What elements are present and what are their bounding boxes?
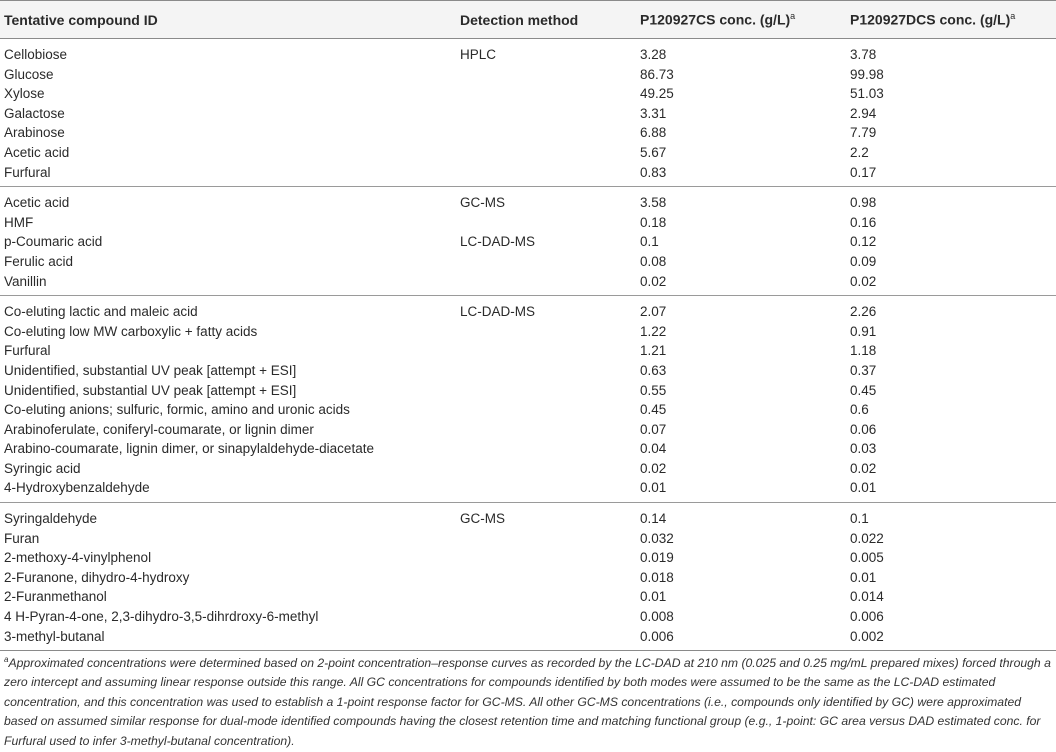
header-dcs-conc: P120927DCS conc. $(g/L)^a$ (846, 1, 1056, 39)
compound-name: Furfural (0, 163, 456, 187)
dcs-concentration: 0.17 (846, 163, 1056, 187)
table-row (0, 143, 1056, 163)
detection-method (456, 143, 636, 163)
detection-method (456, 478, 636, 502)
table-group (0, 187, 1056, 296)
header-compound-id: Tentative compound ID (0, 1, 456, 39)
footnote-marker: a (4, 655, 9, 664)
detection-method (456, 361, 636, 381)
compound-name: Vanillin (0, 272, 456, 296)
dcs-concentration: 3.78 (850, 47, 877, 62)
dcs-concentration: 0.06 (850, 421, 877, 437)
compound-name: Galactose (4, 105, 65, 121)
table-row (0, 503, 1056, 529)
compound-name: 3-methyl-butanal (0, 627, 456, 651)
detection-method (456, 272, 636, 296)
detection-method (456, 420, 636, 440)
detection-method (456, 252, 636, 272)
table-row (0, 400, 1056, 420)
compound-name: 2-methoxy-4-vinylphenol (4, 550, 152, 566)
detection-method (456, 163, 636, 187)
dcs-concentration: 0.1 (850, 511, 869, 527)
compound-name: 2-Furanone, dihydro-4-hydroxy (4, 569, 190, 585)
dcs-concentration: 0.98 (850, 195, 877, 211)
table-row (0, 296, 1056, 322)
cs-concentration: 6.88 (640, 125, 667, 141)
dcs-concentration: 0.01 (846, 478, 1056, 502)
compound-name: Co-eluting low MW carboxylic + fatty acids (4, 323, 258, 339)
detection-method (456, 381, 636, 401)
compound-name: Furfural (4, 343, 51, 359)
cs-concentration: 0.008 (640, 609, 674, 625)
compound-name: Acetic acid (4, 144, 70, 160)
cs-concentration: 3.58 (640, 195, 667, 211)
compound-name: Acetic acid (4, 195, 70, 211)
footnote-marker: a (790, 11, 796, 22)
detection-method (456, 65, 636, 85)
cs-concentration: 0.04 (640, 441, 667, 457)
detection-method: LC-DAD-MS (460, 234, 536, 250)
table-group (0, 296, 1056, 503)
cs-concentration: 0.01 (640, 589, 667, 605)
compound-name: Syringaldehyde (4, 511, 98, 527)
cs-concentration: 0.63 (640, 362, 667, 378)
dcs-concentration: 0.022 (850, 530, 884, 546)
compound-name: Co-eluting lactic and maleic acid (4, 304, 198, 320)
cs-concentration: 0.83 (636, 163, 846, 187)
table-row (0, 252, 1056, 272)
compound-name: Syringic acid (4, 460, 81, 476)
table-row (0, 478, 1056, 502)
dcs-concentration: 2.94 (850, 105, 877, 121)
detection-method (456, 341, 636, 361)
cs-concentration: 0.032 (640, 530, 674, 546)
detection-method (456, 459, 636, 479)
detection-method: LC-DAD-MS (460, 304, 536, 320)
dcs-concentration: 0.02 (846, 272, 1056, 296)
cs-concentration: 0.02 (640, 460, 667, 476)
cs-concentration: 3.28 (640, 47, 667, 62)
table-row (0, 548, 1056, 568)
compound-name: Unidentified, substantial UV peak [attempt + ESI] (4, 362, 297, 378)
dcs-concentration: 2.2 (850, 144, 869, 160)
dcs-concentration: 0.45 (850, 382, 877, 398)
footnote-marker: a (1010, 11, 1016, 22)
detection-method (456, 322, 636, 342)
table-row (0, 39, 1056, 65)
detection-method (456, 213, 636, 233)
detection-method: HPLC (460, 47, 497, 62)
table-header (0, 1, 1056, 39)
table-row (0, 123, 1056, 143)
detection-method (456, 104, 636, 124)
table-row (0, 272, 1056, 296)
detection-method (456, 627, 636, 651)
compound-name: Xylose (4, 86, 45, 102)
cs-concentration: 0.14 (640, 511, 667, 527)
cs-concentration: 0.006 (636, 627, 846, 651)
cs-concentration: 5.67 (640, 144, 667, 160)
table-row (0, 163, 1056, 187)
cs-concentration: 0.01 (636, 478, 846, 502)
detection-method (456, 123, 636, 143)
cs-concentration: 3.31 (640, 105, 667, 121)
header-detection-method: Detection method (456, 1, 636, 39)
compound-name: Cellobiose (4, 47, 68, 62)
detection-method (456, 400, 636, 420)
cs-concentration: 0.18 (640, 214, 667, 230)
dcs-concentration: 0.12 (850, 234, 877, 250)
table-row (0, 361, 1056, 381)
cs-concentration: 86.73 (640, 66, 674, 82)
dcs-concentration: 0.006 (850, 609, 884, 625)
dcs-concentration: 0.03 (850, 441, 877, 457)
detection-method (456, 568, 636, 588)
dcs-concentration: 0.002 (846, 627, 1056, 651)
detection-method (456, 529, 636, 549)
table-row (0, 232, 1056, 252)
table-row (0, 341, 1056, 361)
dcs-concentration: 51.03 (850, 86, 884, 102)
compound-name: HMF (4, 214, 34, 230)
cs-concentration: 0.55 (640, 382, 667, 398)
detection-method: GC-MS (460, 511, 505, 527)
detection-method (456, 439, 636, 459)
dcs-concentration: 0.014 (850, 589, 884, 605)
table-footnote (4, 650, 1052, 751)
detection-method (456, 84, 636, 104)
table-row (0, 420, 1056, 440)
dcs-concentration: 0.91 (850, 323, 877, 339)
table-row (0, 568, 1056, 588)
header-cs-conc: P120927CS conc. $(g/L)^a$ (636, 1, 846, 39)
dcs-concentration: 0.37 (850, 362, 877, 378)
cs-concentration: 0.45 (640, 402, 667, 418)
dcs-concentration: 1.18 (850, 343, 877, 359)
compound-name: Co-eluting anions; sulfuric, formic, amino and uronic acids (4, 402, 350, 418)
detection-method (456, 548, 636, 568)
compound-name: Glucose (4, 66, 54, 82)
table-row (0, 529, 1056, 549)
dcs-concentration: 0.005 (850, 550, 884, 566)
table-row (0, 65, 1056, 85)
cs-concentration: 49.25 (640, 86, 674, 102)
cs-concentration: 1.21 (640, 343, 667, 359)
compound-name: Ferulic acid (4, 253, 74, 269)
dcs-concentration: 2.26 (850, 304, 877, 320)
table-row (0, 381, 1056, 401)
compound-name: 2-Furanmethanol (4, 589, 107, 605)
compound-name: Arabinoferulate, coniferyl-coumarate, or lignin dimer (4, 421, 314, 437)
compound-name: 4 H-Pyran-4-one, 2,3-dihydro-3,5-dihrdroxy-6-methyl (4, 609, 319, 625)
table-row (0, 187, 1056, 213)
cs-concentration: 0.019 (640, 550, 674, 566)
dcs-concentration: 0.01 (850, 569, 877, 585)
cs-concentration: 0.018 (640, 569, 674, 585)
cs-concentration: 0.02 (636, 272, 846, 296)
dcs-concentration: 7.79 (850, 125, 877, 141)
table-row (0, 213, 1056, 233)
table-row (0, 627, 1056, 651)
compound-name: Furan (4, 530, 40, 546)
detection-method (456, 607, 636, 627)
table-row (0, 84, 1056, 104)
table-group (0, 503, 1056, 651)
table-row (0, 104, 1056, 124)
table-group (0, 39, 1056, 187)
header-row (0, 1, 1056, 39)
table-row (0, 459, 1056, 479)
detection-method (456, 587, 636, 607)
dcs-concentration: 0.09 (850, 253, 877, 269)
compound-name: Arabinose (4, 125, 65, 141)
cs-concentration: 0.07 (640, 421, 667, 437)
cs-concentration: 2.07 (640, 304, 667, 320)
dcs-concentration: 99.98 (850, 66, 884, 82)
cs-concentration: 1.22 (640, 323, 667, 339)
footnote-text: Approximated concentrations were determined based on 2-point concentration–response curves as recorded by the LC-DAD at 210 nm (0.025 and 0.25 mg/mL prepared mixes) forced through a zero intercept and assuming linear response outside this range. All GC concentrations for compounds identified by both modes were assumed to be the same as the LC-DAD estimated concentration, and this concentration was used to establish a 1-point response factor for GC-MS. All other GC-MS concentrations (i.e., compounds only identified by GC) were approximated based on assumed similar response for dual-mode identified compounds having the closest retention time and matching functional group (e.g., 1-point: GC area versus DAD estimated conc. for Furfural used to infer 3-methyl-butanal concentration). (4, 656, 1051, 748)
compound-name: Unidentified, substantial UV peak [attempt + ESI] (4, 382, 297, 398)
detection-method: GC-MS (460, 195, 505, 211)
table-row (0, 587, 1056, 607)
cs-concentration: 0.1 (640, 234, 659, 250)
compound-name: 4-Hydroxybenzaldehyde (0, 478, 456, 502)
dcs-concentration: 0.16 (850, 214, 877, 230)
table-row (0, 607, 1056, 627)
dcs-concentration: 0.6 (850, 402, 869, 418)
table-row (0, 439, 1056, 459)
cs-concentration: 0.08 (640, 253, 667, 269)
compound-name: p-Coumaric acid (4, 234, 103, 250)
dcs-concentration: 0.02 (850, 460, 877, 476)
table-row (0, 322, 1056, 342)
compound-name: Arabino-coumarate, lignin dimer, or sinapylaldehyde-diacetate (4, 441, 374, 457)
